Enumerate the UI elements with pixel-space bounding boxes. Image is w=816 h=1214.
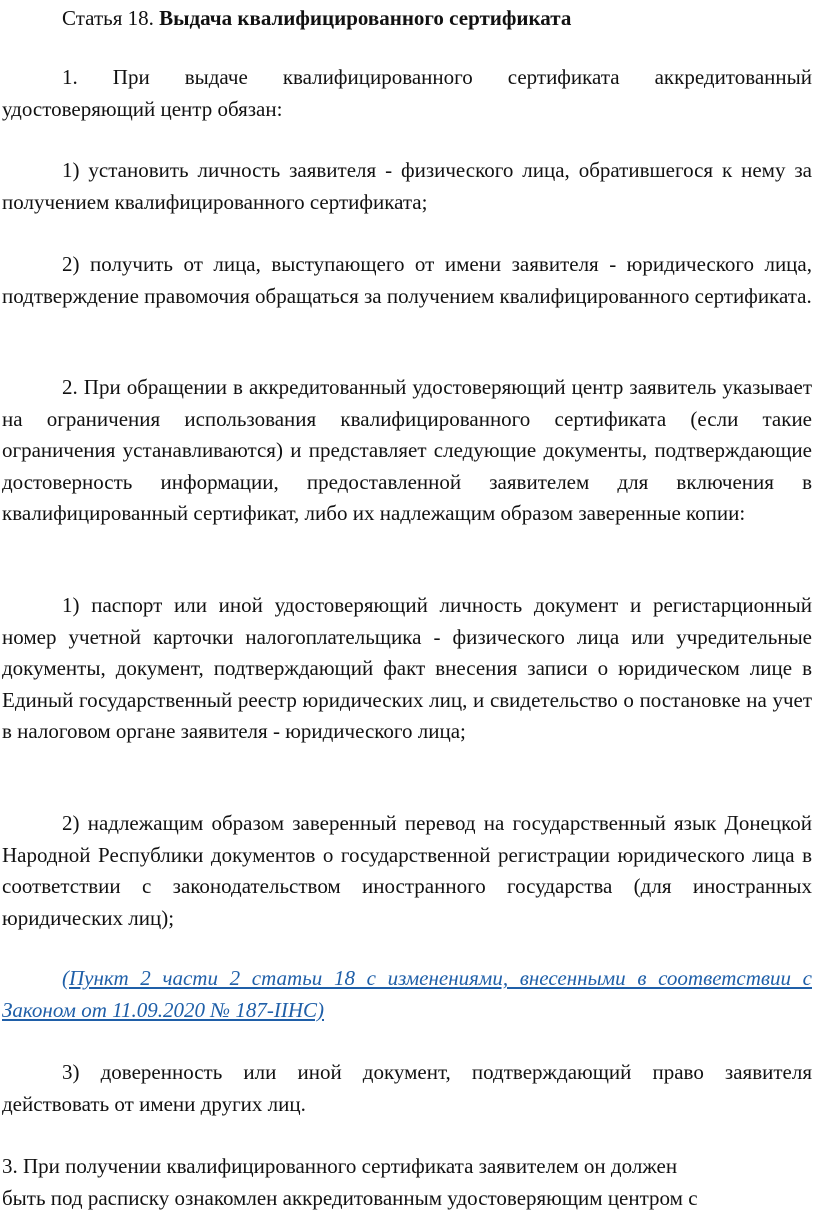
paragraph-item-1: 1) установить личность заявителя - физического лица, обратившегося к нему за получением квалифицированного сертификата; [2,158,812,214]
part-3-line-2: быть под расписку ознакомлен аккредитованным удостоверяющим центром с [2,1185,698,1210]
article-prefix: Статья 18. [62,6,154,30]
paragraph-part-3 [2,1151,812,1214]
amendment-link[interactable]: (Пункт 2 части 2 статьи 18 с изменениями, внесенными в соответствии с Законом от 11.09.2020 № 187-IIНС) [2,966,812,1022]
amendment-note [2,963,812,1026]
paragraph-part-2-item-2: 2) надлежащим образом заверенный перевод на государственный язык Донецкой Народной Республики документов о государственной регистрации юридического лица в соответствии с законодательством иностранного государства (для иностранных юридических лиц); [2,811,812,930]
paragraph-part-1: 1. При выдаче квалифицированного сертификата аккредитованный удостоверяющий центр обязан: [2,65,812,121]
paragraph-item-2: 2) получить от лица, выступающего от имени заявителя - юридического лица, подтверждение правомочия обращаться за получением квалифицированного сертификата. [2,252,812,308]
paragraph-part-2: 2. При обращении в аккредитованный удостоверяющий центр заявитель указывает на ограничения использования квалифицированного сертификата (если такие ограничения устанавливаются) и представляет следующие документы, подтверждающие достоверность информации, предоставленной заявителем для включения в квалифицированный сертификат, либо их надлежащим образом заверенные копии: [2,375,812,525]
paragraph-part-2-item-3: 3) доверенность или иной документ, подтверждающий право заявителя действовать от имени других лиц. [2,1060,812,1116]
part-3-line-1: 3. При получении квалифицированного сертификата заявителем он должен [2,1154,678,1178]
article-heading [62,4,571,32]
article-title: Выдача квалифицированного сертификата [159,6,572,30]
paragraph-part-2-item-1: 1) паспорт или иной удостоверяющий личность документ и регистарционный номер учетной карточки налогоплательщика - физического лица или учредительные документы, документ, подтверждающий факт внесения записи о юридическом лице в Единый государственный реестр юридических лиц, и свидетельство о постановке на учет в налоговом органе заявителя - юридического лица; [2,593,812,743]
